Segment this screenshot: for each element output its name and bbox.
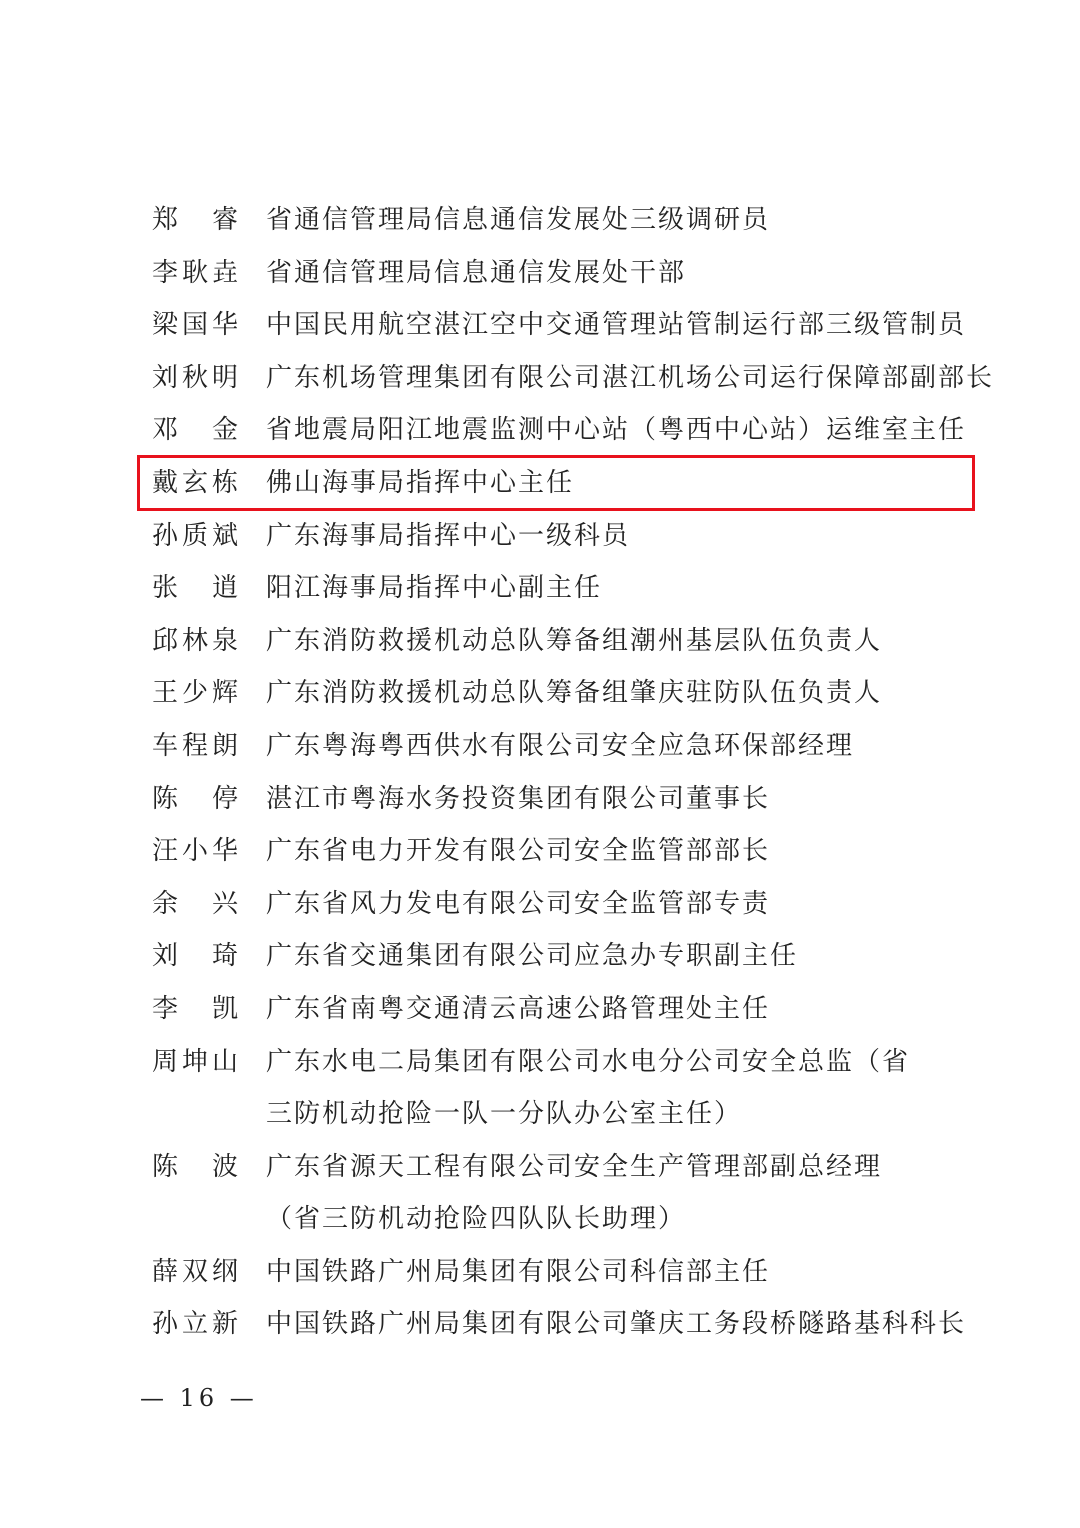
person-role bbox=[266, 1141, 972, 1246]
list-item bbox=[152, 510, 972, 563]
person-role bbox=[266, 299, 972, 352]
person-name: 陈 波 bbox=[152, 1151, 238, 1182]
person-name: 李耿垚 bbox=[152, 257, 238, 288]
role-line: 省通信管理局信息通信发展处干部 bbox=[266, 257, 687, 288]
role-line: 广东省风力发电有限公司安全监管部专责 bbox=[266, 888, 771, 919]
list-item bbox=[152, 562, 972, 615]
role-line: 广东省南粤交通清云高速公路管理处主任 bbox=[266, 993, 771, 1024]
person-name: 刘秋明 bbox=[152, 362, 238, 393]
role-line: 中国民用航空湛江空中交通管理站管制运行部三级管制员 bbox=[266, 310, 967, 341]
role-line: 广东消防救援机动总队筹备组肇庆驻防队伍负责人 bbox=[266, 678, 883, 709]
list-item bbox=[152, 878, 972, 931]
list-item bbox=[152, 773, 972, 826]
personnel-list bbox=[152, 194, 995, 1351]
person-name: 薛双纲 bbox=[152, 1256, 238, 1287]
page-number: — 16 — bbox=[140, 1384, 258, 1412]
person-name: 周坤山 bbox=[152, 1046, 238, 1077]
person-role bbox=[266, 1246, 972, 1299]
role-line: 中国铁路广州局集团有限公司科信部主任 bbox=[266, 1256, 771, 1287]
list-item bbox=[152, 983, 972, 1036]
person-role bbox=[266, 1036, 972, 1141]
person-name: 王少辉 bbox=[152, 678, 238, 709]
person-role bbox=[266, 404, 972, 457]
person-role bbox=[266, 878, 972, 931]
list-item bbox=[152, 930, 972, 983]
role-line: 广东粤海粤西供水有限公司安全应急环保部经理 bbox=[266, 730, 855, 761]
role-line: 广东水电二局集团有限公司水电分公司安全总监（省 bbox=[266, 1046, 911, 1077]
person-name: 李 凯 bbox=[152, 993, 238, 1024]
highlight-box bbox=[137, 455, 975, 511]
person-name: 邓 金 bbox=[152, 415, 238, 446]
person-role bbox=[266, 720, 972, 773]
list-item bbox=[152, 1298, 972, 1351]
person-name: 刘 琦 bbox=[152, 941, 238, 972]
person-name: 戴玄栋 bbox=[152, 467, 238, 498]
person-role bbox=[266, 510, 972, 563]
role-line: 佛山海事局指挥中心主任 bbox=[266, 467, 575, 498]
role-line: 广东机场管理集团有限公司湛江机场公司运行保障部副部长 bbox=[266, 362, 995, 393]
list-item bbox=[152, 667, 972, 720]
person-role bbox=[266, 1298, 972, 1351]
person-name: 邱林泉 bbox=[152, 625, 238, 656]
list-item bbox=[152, 299, 972, 352]
person-role bbox=[266, 194, 972, 247]
person-name: 汪小华 bbox=[152, 836, 238, 867]
person-name: 孙立新 bbox=[152, 1309, 238, 1340]
list-item bbox=[152, 1036, 972, 1141]
person-name: 梁国华 bbox=[152, 310, 238, 341]
role-line: 广东消防救援机动总队筹备组潮州基层队伍负责人 bbox=[266, 625, 883, 656]
person-role bbox=[266, 247, 972, 300]
list-item bbox=[152, 1246, 972, 1299]
person-name: 陈 停 bbox=[152, 783, 238, 814]
person-name: 车程朗 bbox=[152, 730, 238, 761]
person-role bbox=[266, 667, 972, 720]
list-item bbox=[152, 404, 972, 457]
list-item bbox=[152, 1141, 972, 1246]
role-line: 湛江市粤海水务投资集团有限公司董事长 bbox=[266, 783, 771, 814]
list-item bbox=[152, 720, 972, 773]
role-line: 广东省源天工程有限公司安全生产管理部副总经理 bbox=[266, 1151, 883, 1182]
person-name: 张 逍 bbox=[152, 573, 238, 604]
person-name: 孙质斌 bbox=[152, 520, 238, 551]
person-role bbox=[266, 930, 972, 983]
person-role bbox=[266, 983, 972, 1036]
role-line: 三防机动抢险一队一分队办公室主任） bbox=[266, 1099, 743, 1130]
role-line: 阳江海事局指挥中心副主任 bbox=[266, 573, 603, 604]
role-line: 省地震局阳江地震监测中心站（粤西中心站）运维室主任 bbox=[266, 415, 967, 446]
person-role bbox=[266, 825, 972, 878]
person-name: 郑 睿 bbox=[152, 205, 238, 235]
list-item bbox=[152, 352, 995, 405]
person-role bbox=[266, 615, 972, 668]
list-item bbox=[152, 247, 972, 300]
list-item bbox=[152, 615, 972, 668]
role-line: 中国铁路广州局集团有限公司肇庆工务段桥隧路基科科长 bbox=[266, 1309, 967, 1340]
person-role bbox=[266, 352, 994, 405]
role-line: 广东省电力开发有限公司安全监管部部长 bbox=[266, 836, 771, 867]
person-name: 余 兴 bbox=[152, 888, 238, 919]
person-role bbox=[266, 562, 972, 615]
role-line: （省三防机动抢险四队队长助理） bbox=[266, 1204, 687, 1235]
role-line: 广东海事局指挥中心一级科员 bbox=[266, 520, 631, 551]
list-item bbox=[152, 194, 972, 247]
person-role bbox=[266, 773, 972, 826]
role-line: 省通信管理局信息通信发展处三级调研员 bbox=[266, 205, 771, 235]
list-item bbox=[152, 825, 972, 878]
role-line: 广东省交通集团有限公司应急办专职副主任 bbox=[266, 941, 799, 972]
